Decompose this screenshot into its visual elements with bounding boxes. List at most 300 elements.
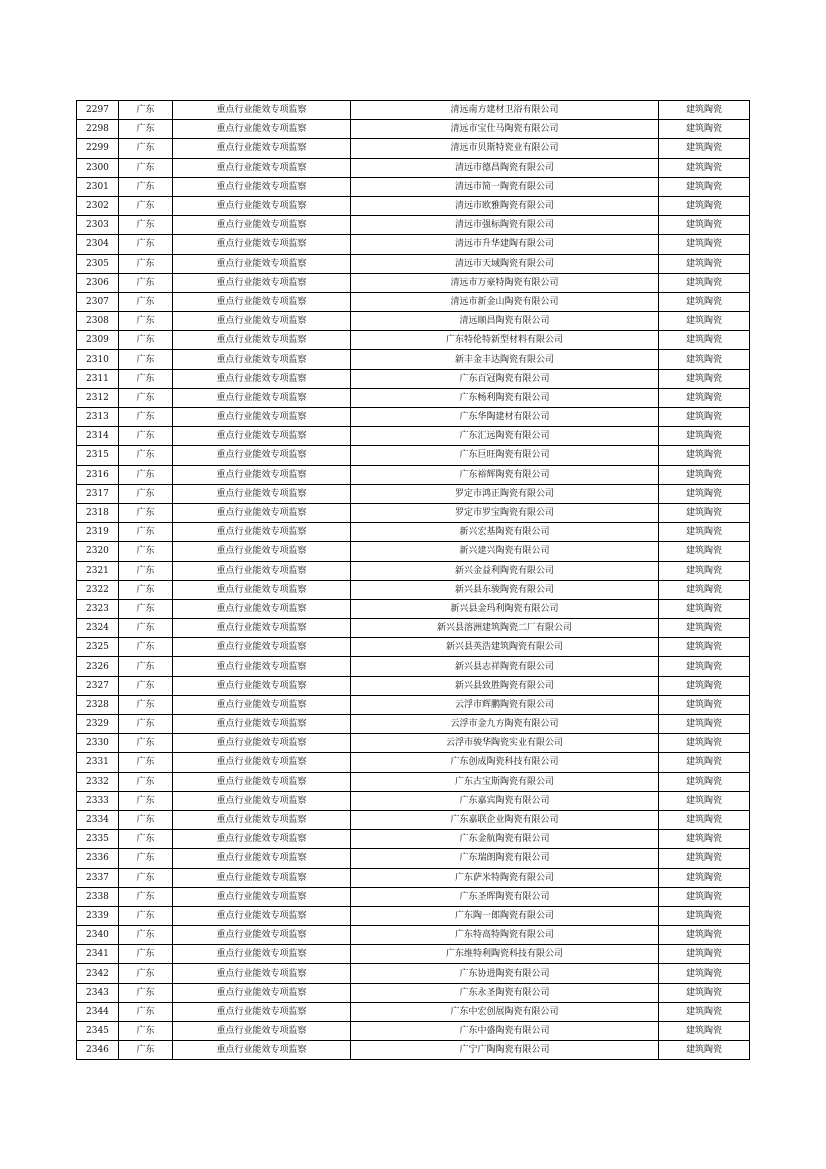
row-number: 2312: [77, 388, 119, 407]
task-cell: 重点行业能效专项监察: [173, 580, 351, 599]
row-number: 2297: [77, 101, 119, 120]
region-cell: 广东: [119, 350, 173, 369]
task-cell: 重点行业能效专项监察: [173, 619, 351, 638]
row-number: 2315: [77, 446, 119, 465]
region-cell: 广东: [119, 273, 173, 292]
region-cell: 广东: [119, 791, 173, 810]
task-cell: 重点行业能效专项监察: [173, 273, 351, 292]
table-row: [77, 906, 750, 925]
company-cell: 清远南方建材卫浴有限公司: [351, 101, 659, 120]
table-row: [77, 868, 750, 887]
company-cell: 新兴县志祥陶瓷有限公司: [351, 657, 659, 676]
row-number: 2340: [77, 926, 119, 945]
row-number: 2336: [77, 849, 119, 868]
row-number: 2345: [77, 1022, 119, 1041]
company-cell: 广东陶一郎陶瓷有限公司: [351, 906, 659, 925]
region-cell: 广东: [119, 1002, 173, 1021]
table-row: [77, 388, 750, 407]
region-cell: 广东: [119, 120, 173, 139]
task-cell: 重点行业能效专项监察: [173, 484, 351, 503]
company-cell: 广东裕辉陶瓷有限公司: [351, 465, 659, 484]
row-number: 2305: [77, 254, 119, 273]
row-number: 2334: [77, 810, 119, 829]
industry-cell: 建筑陶瓷: [659, 561, 750, 580]
task-cell: 重点行业能效专项监察: [173, 331, 351, 350]
region-cell: 广东: [119, 964, 173, 983]
industry-cell: 建筑陶瓷: [659, 216, 750, 235]
row-number: 2314: [77, 427, 119, 446]
table-row: [77, 561, 750, 580]
region-cell: 广东: [119, 772, 173, 791]
region-cell: 广东: [119, 906, 173, 925]
row-number: 2313: [77, 408, 119, 427]
task-cell: 重点行业能效专项监察: [173, 849, 351, 868]
table-row: [77, 503, 750, 522]
company-cell: 新兴县溶洲建筑陶瓷二厂有限公司: [351, 619, 659, 638]
company-cell: 广东巨旺陶瓷有限公司: [351, 446, 659, 465]
task-cell: 重点行业能效专项监察: [173, 292, 351, 311]
task-cell: 重点行业能效专项监察: [173, 254, 351, 273]
industry-cell: 建筑陶瓷: [659, 350, 750, 369]
task-cell: 重点行业能效专项监察: [173, 868, 351, 887]
industry-cell: 建筑陶瓷: [659, 254, 750, 273]
table-row: [77, 849, 750, 868]
company-cell: 新兴县金玛利陶瓷有限公司: [351, 599, 659, 618]
industry-cell: 建筑陶瓷: [659, 139, 750, 158]
row-number: 2326: [77, 657, 119, 676]
company-cell: 新兴县东骏陶瓷有限公司: [351, 580, 659, 599]
company-cell: 清远市天域陶瓷有限公司: [351, 254, 659, 273]
row-number: 2308: [77, 312, 119, 331]
region-cell: 广东: [119, 388, 173, 407]
industry-cell: 建筑陶瓷: [659, 1022, 750, 1041]
industry-cell: 建筑陶瓷: [659, 408, 750, 427]
task-cell: 重点行业能效专项监察: [173, 906, 351, 925]
industry-cell: 建筑陶瓷: [659, 427, 750, 446]
industry-cell: 建筑陶瓷: [659, 196, 750, 215]
industry-cell: 建筑陶瓷: [659, 1041, 750, 1060]
industry-cell: 建筑陶瓷: [659, 830, 750, 849]
company-cell: 广东维特利陶瓷科技有限公司: [351, 945, 659, 964]
industry-cell: 建筑陶瓷: [659, 945, 750, 964]
region-cell: 广东: [119, 657, 173, 676]
industry-cell: 建筑陶瓷: [659, 964, 750, 983]
row-number: 2301: [77, 177, 119, 196]
region-cell: 广东: [119, 177, 173, 196]
row-number: 2319: [77, 523, 119, 542]
table-row: [77, 619, 750, 638]
region-cell: 广东: [119, 542, 173, 561]
row-number: 2304: [77, 235, 119, 254]
task-cell: 重点行业能效专项监察: [173, 120, 351, 139]
company-cell: 新兴建兴陶瓷有限公司: [351, 542, 659, 561]
row-number: 2339: [77, 906, 119, 925]
company-cell: 广东嘉宾陶瓷有限公司: [351, 791, 659, 810]
table-row: [77, 196, 750, 215]
row-number: 2309: [77, 331, 119, 350]
row-number: 2303: [77, 216, 119, 235]
industry-cell: 建筑陶瓷: [659, 619, 750, 638]
company-cell: 广东创成陶瓷科技有限公司: [351, 753, 659, 772]
task-cell: 重点行业能效专项监察: [173, 1041, 351, 1060]
industry-cell: 建筑陶瓷: [659, 235, 750, 254]
industry-cell: 建筑陶瓷: [659, 599, 750, 618]
company-cell: 广东华陶建材有限公司: [351, 408, 659, 427]
industry-cell: 建筑陶瓷: [659, 810, 750, 829]
region-cell: 广东: [119, 369, 173, 388]
task-cell: 重点行业能效专项监察: [173, 350, 351, 369]
industry-cell: 建筑陶瓷: [659, 983, 750, 1002]
row-number: 2327: [77, 676, 119, 695]
table-row: [77, 273, 750, 292]
task-cell: 重点行业能效专项监察: [173, 312, 351, 331]
table-row: [77, 734, 750, 753]
region-cell: 广东: [119, 1041, 173, 1060]
row-number: 2344: [77, 1002, 119, 1021]
row-number: 2311: [77, 369, 119, 388]
row-number: 2342: [77, 964, 119, 983]
table-row: [77, 926, 750, 945]
industry-cell: 建筑陶瓷: [659, 312, 750, 331]
row-number: 2324: [77, 619, 119, 638]
table-row: [77, 753, 750, 772]
company-cell: 广东中宏创展陶瓷有限公司: [351, 1002, 659, 1021]
task-cell: 重点行业能效专项监察: [173, 101, 351, 120]
region-cell: 广东: [119, 312, 173, 331]
industry-cell: 建筑陶瓷: [659, 676, 750, 695]
region-cell: 广东: [119, 926, 173, 945]
region-cell: 广东: [119, 158, 173, 177]
industry-cell: 建筑陶瓷: [659, 292, 750, 311]
company-cell: 云浮市辉鹏陶瓷有限公司: [351, 695, 659, 714]
region-cell: 广东: [119, 561, 173, 580]
table-row: [77, 1041, 750, 1060]
task-cell: 重点行业能效专项监察: [173, 216, 351, 235]
company-cell: 广东特伦特新型材料有限公司: [351, 331, 659, 350]
table-row: [77, 331, 750, 350]
row-number: 2318: [77, 503, 119, 522]
row-number: 2322: [77, 580, 119, 599]
industry-cell: 建筑陶瓷: [659, 638, 750, 657]
task-cell: 重点行业能效专项监察: [173, 926, 351, 945]
company-cell: 云浮市金九方陶瓷有限公司: [351, 715, 659, 734]
industry-cell: 建筑陶瓷: [659, 695, 750, 714]
row-number: 2325: [77, 638, 119, 657]
industry-cell: 建筑陶瓷: [659, 734, 750, 753]
enterprise-list-table: [76, 100, 750, 1060]
industry-cell: 建筑陶瓷: [659, 177, 750, 196]
region-cell: 广东: [119, 810, 173, 829]
task-cell: 重点行业能效专项监察: [173, 676, 351, 695]
table-row: [77, 791, 750, 810]
row-number: 2346: [77, 1041, 119, 1060]
table-row: [77, 887, 750, 906]
task-cell: 重点行业能效专项监察: [173, 446, 351, 465]
region-cell: 广东: [119, 887, 173, 906]
region-cell: 广东: [119, 983, 173, 1002]
row-number: 2335: [77, 830, 119, 849]
table-row: [77, 446, 750, 465]
table-row: [77, 350, 750, 369]
row-number: 2330: [77, 734, 119, 753]
table-row: [77, 235, 750, 254]
table-row: [77, 254, 750, 273]
table-row: [77, 408, 750, 427]
task-cell: 重点行业能效专项监察: [173, 196, 351, 215]
industry-cell: 建筑陶瓷: [659, 580, 750, 599]
row-number: 2321: [77, 561, 119, 580]
company-cell: 新兴县致胜陶瓷有限公司: [351, 676, 659, 695]
industry-cell: 建筑陶瓷: [659, 791, 750, 810]
row-number: 2300: [77, 158, 119, 177]
industry-cell: 建筑陶瓷: [659, 1002, 750, 1021]
table-row: [77, 772, 750, 791]
industry-cell: 建筑陶瓷: [659, 369, 750, 388]
task-cell: 重点行业能效专项监察: [173, 465, 351, 484]
row-number: 2338: [77, 887, 119, 906]
region-cell: 广东: [119, 638, 173, 657]
company-cell: 清远市德昌陶瓷有限公司: [351, 158, 659, 177]
task-cell: 重点行业能效专项监察: [173, 158, 351, 177]
company-cell: 广东汇远陶瓷有限公司: [351, 427, 659, 446]
task-cell: 重点行业能效专项监察: [173, 715, 351, 734]
table-row: [77, 676, 750, 695]
region-cell: 广东: [119, 427, 173, 446]
row-number: 2298: [77, 120, 119, 139]
company-cell: 广东瑞朗陶瓷有限公司: [351, 849, 659, 868]
industry-cell: 建筑陶瓷: [659, 657, 750, 676]
industry-cell: 建筑陶瓷: [659, 926, 750, 945]
table-row: [77, 599, 750, 618]
task-cell: 重点行业能效专项监察: [173, 772, 351, 791]
region-cell: 广东: [119, 446, 173, 465]
company-cell: 新兴金益利陶瓷有限公司: [351, 561, 659, 580]
region-cell: 广东: [119, 465, 173, 484]
industry-cell: 建筑陶瓷: [659, 503, 750, 522]
region-cell: 广东: [119, 695, 173, 714]
industry-cell: 建筑陶瓷: [659, 120, 750, 139]
company-cell: 新兴宏基陶瓷有限公司: [351, 523, 659, 542]
industry-cell: 建筑陶瓷: [659, 273, 750, 292]
region-cell: 广东: [119, 830, 173, 849]
row-number: 2332: [77, 772, 119, 791]
industry-cell: 建筑陶瓷: [659, 523, 750, 542]
row-number: 2337: [77, 868, 119, 887]
region-cell: 广东: [119, 523, 173, 542]
company-cell: 清远市强标陶瓷有限公司: [351, 216, 659, 235]
task-cell: 重点行业能效专项监察: [173, 657, 351, 676]
table-row: [77, 465, 750, 484]
company-cell: 广东金航陶瓷有限公司: [351, 830, 659, 849]
table-row: [77, 369, 750, 388]
company-cell: 清远市万豪特陶瓷有限公司: [351, 273, 659, 292]
company-cell: 新兴县英浩建筑陶瓷有限公司: [351, 638, 659, 657]
task-cell: 重点行业能效专项监察: [173, 599, 351, 618]
task-cell: 重点行业能效专项监察: [173, 830, 351, 849]
row-number: 2306: [77, 273, 119, 292]
industry-cell: 建筑陶瓷: [659, 101, 750, 120]
table-row: [77, 1022, 750, 1041]
region-cell: 广东: [119, 619, 173, 638]
table-row: [77, 983, 750, 1002]
region-cell: 广东: [119, 1022, 173, 1041]
industry-cell: 建筑陶瓷: [659, 388, 750, 407]
region-cell: 广东: [119, 196, 173, 215]
row-number: 2328: [77, 695, 119, 714]
task-cell: 重点行业能效专项监察: [173, 369, 351, 388]
company-cell: 广东协进陶瓷有限公司: [351, 964, 659, 983]
company-cell: 清远市简一陶瓷有限公司: [351, 177, 659, 196]
region-cell: 广东: [119, 715, 173, 734]
task-cell: 重点行业能效专项监察: [173, 561, 351, 580]
task-cell: 重点行业能效专项监察: [173, 983, 351, 1002]
table-row: [77, 484, 750, 503]
row-number: 2331: [77, 753, 119, 772]
table-row: [77, 139, 750, 158]
task-cell: 重点行业能效专项监察: [173, 235, 351, 254]
company-cell: 广东圣晖陶瓷有限公司: [351, 887, 659, 906]
table-row: [77, 216, 750, 235]
task-cell: 重点行业能效专项监察: [173, 734, 351, 753]
task-cell: 重点行业能效专项监察: [173, 887, 351, 906]
company-cell: 清远市宝仕马陶瓷有限公司: [351, 120, 659, 139]
region-cell: 广东: [119, 254, 173, 273]
company-cell: 清远市新金山陶瓷有限公司: [351, 292, 659, 311]
task-cell: 重点行业能效专项监察: [173, 139, 351, 158]
industry-cell: 建筑陶瓷: [659, 465, 750, 484]
table-row: [77, 715, 750, 734]
industry-cell: 建筑陶瓷: [659, 715, 750, 734]
table-row: [77, 1002, 750, 1021]
industry-cell: 建筑陶瓷: [659, 887, 750, 906]
row-number: 2316: [77, 465, 119, 484]
company-cell: 广东畅利陶瓷有限公司: [351, 388, 659, 407]
task-cell: 重点行业能效专项监察: [173, 695, 351, 714]
region-cell: 广东: [119, 599, 173, 618]
table-row: [77, 292, 750, 311]
table-row: [77, 101, 750, 120]
region-cell: 广东: [119, 484, 173, 503]
region-cell: 广东: [119, 734, 173, 753]
table-row: [77, 312, 750, 331]
company-cell: 广东中盛陶瓷有限公司: [351, 1022, 659, 1041]
task-cell: 重点行业能效专项监察: [173, 388, 351, 407]
task-cell: 重点行业能效专项监察: [173, 523, 351, 542]
task-cell: 重点行业能效专项监察: [173, 791, 351, 810]
table-row: [77, 158, 750, 177]
company-cell: 广东古宝斯陶瓷有限公司: [351, 772, 659, 791]
industry-cell: 建筑陶瓷: [659, 331, 750, 350]
company-cell: 广东萨米特陶瓷有限公司: [351, 868, 659, 887]
table-row: [77, 427, 750, 446]
table-row: [77, 638, 750, 657]
company-cell: 广东嘉联企业陶瓷有限公司: [351, 810, 659, 829]
company-cell: 云浮市骏华陶瓷实业有限公司: [351, 734, 659, 753]
region-cell: 广东: [119, 216, 173, 235]
industry-cell: 建筑陶瓷: [659, 542, 750, 561]
task-cell: 重点行业能效专项监察: [173, 810, 351, 829]
industry-cell: 建筑陶瓷: [659, 868, 750, 887]
region-cell: 广东: [119, 580, 173, 599]
company-cell: 罗定市鸿正陶瓷有限公司: [351, 484, 659, 503]
row-number: 2302: [77, 196, 119, 215]
table-row: [77, 523, 750, 542]
task-cell: 重点行业能效专项监察: [173, 945, 351, 964]
region-cell: 广东: [119, 101, 173, 120]
row-number: 2323: [77, 599, 119, 618]
industry-cell: 建筑陶瓷: [659, 849, 750, 868]
row-number: 2329: [77, 715, 119, 734]
region-cell: 广东: [119, 331, 173, 350]
table-row: [77, 810, 750, 829]
company-cell: 新丰金丰达陶瓷有限公司: [351, 350, 659, 369]
company-cell: 罗定市罗宝陶瓷有限公司: [351, 503, 659, 522]
row-number: 2310: [77, 350, 119, 369]
region-cell: 广东: [119, 235, 173, 254]
company-cell: 广宁广陶陶瓷有限公司: [351, 1041, 659, 1060]
table-row: [77, 945, 750, 964]
company-cell: 清远市升华建陶有限公司: [351, 235, 659, 254]
industry-cell: 建筑陶瓷: [659, 906, 750, 925]
table-row: [77, 120, 750, 139]
task-cell: 重点行业能效专项监察: [173, 1002, 351, 1021]
region-cell: 广东: [119, 408, 173, 427]
region-cell: 广东: [119, 676, 173, 695]
region-cell: 广东: [119, 503, 173, 522]
company-cell: 广东特高特陶瓷有限公司: [351, 926, 659, 945]
industry-cell: 建筑陶瓷: [659, 753, 750, 772]
industry-cell: 建筑陶瓷: [659, 772, 750, 791]
company-cell: 广东永圣陶瓷有限公司: [351, 983, 659, 1002]
table-row: [77, 830, 750, 849]
table-row: [77, 695, 750, 714]
region-cell: 广东: [119, 945, 173, 964]
row-number: 2333: [77, 791, 119, 810]
table-row: [77, 964, 750, 983]
row-number: 2299: [77, 139, 119, 158]
task-cell: 重点行业能效专项监察: [173, 964, 351, 983]
task-cell: 重点行业能效专项监察: [173, 408, 351, 427]
row-number: 2317: [77, 484, 119, 503]
company-cell: 广东百冠陶瓷有限公司: [351, 369, 659, 388]
industry-cell: 建筑陶瓷: [659, 484, 750, 503]
task-cell: 重点行业能效专项监察: [173, 753, 351, 772]
task-cell: 重点行业能效专项监察: [173, 503, 351, 522]
region-cell: 广东: [119, 139, 173, 158]
table-body: [77, 101, 750, 1060]
task-cell: 重点行业能效专项监察: [173, 177, 351, 196]
region-cell: 广东: [119, 849, 173, 868]
row-number: 2341: [77, 945, 119, 964]
table-row: [77, 580, 750, 599]
industry-cell: 建筑陶瓷: [659, 446, 750, 465]
company-cell: 清远市贝斯特瓷业有限公司: [351, 139, 659, 158]
company-cell: 清远顺昌陶瓷有限公司: [351, 312, 659, 331]
region-cell: 广东: [119, 868, 173, 887]
row-number: 2320: [77, 542, 119, 561]
table-row: [77, 177, 750, 196]
task-cell: 重点行业能效专项监察: [173, 542, 351, 561]
task-cell: 重点行业能效专项监察: [173, 638, 351, 657]
table-row: [77, 657, 750, 676]
region-cell: 广东: [119, 292, 173, 311]
row-number: 2343: [77, 983, 119, 1002]
row-number: 2307: [77, 292, 119, 311]
company-cell: 清远市欧雅陶瓷有限公司: [351, 196, 659, 215]
region-cell: 广东: [119, 753, 173, 772]
task-cell: 重点行业能效专项监察: [173, 1022, 351, 1041]
task-cell: 重点行业能效专项监察: [173, 427, 351, 446]
